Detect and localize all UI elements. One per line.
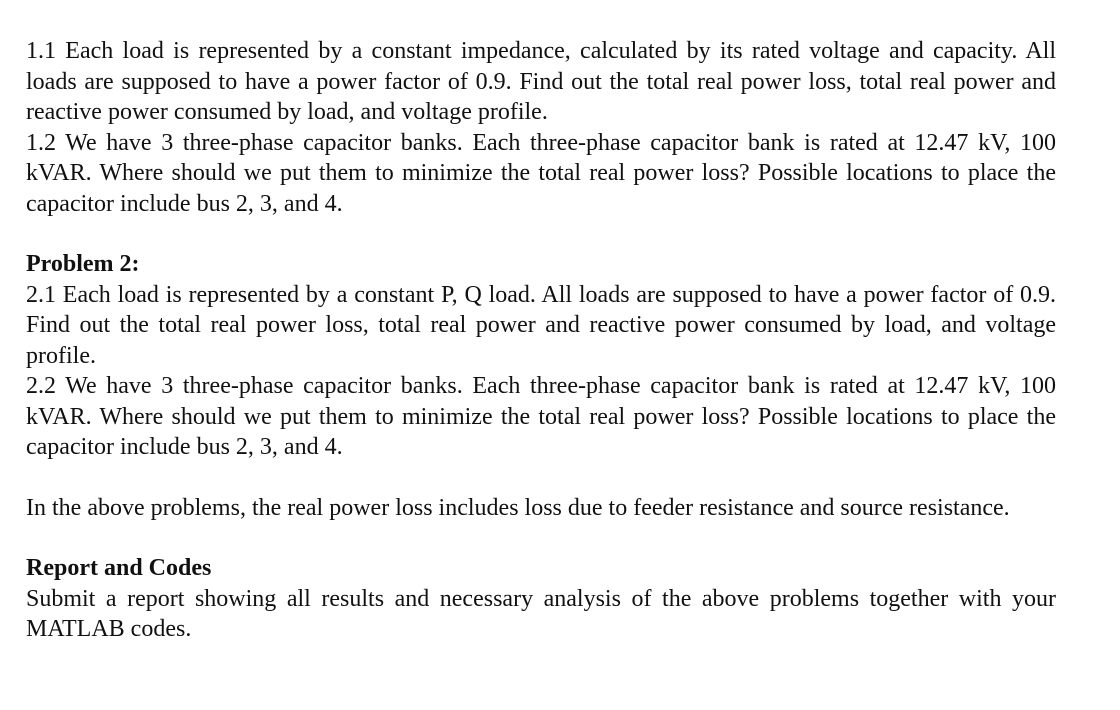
problem-2-heading: Problem 2: bbox=[26, 251, 140, 277]
spacer bbox=[26, 219, 1056, 249]
item-1-1: 1.1 Each load is represented by a constant impedance, calculated by its rated voltage and capacity. All loads are supposed to have a power factor of 0.9. Find out the total real power loss, total real power and reactive power consumed by load, and voltage profile. bbox=[26, 38, 1056, 125]
item-2-2: 2.2 We have 3 three-phase capacitor banks. Each three-phase capacitor bank is rated at 12.47 kV, 100 kVAR. Where should we put them to minimize the total real power loss? Possible locations to place the capacitor include bus 2, 3, and 4. bbox=[26, 373, 1056, 460]
report-heading: Report and Codes bbox=[26, 555, 212, 581]
document-body bbox=[26, 36, 1056, 645]
item-2-1: 2.1 Each load is represented by a constant P, Q load. All loads are supposed to have a power factor of 0.9. Find out the total real power loss, total real power and reactive power consumed by load, and voltage profile. bbox=[26, 281, 1056, 369]
loss-note: In the above problems, the real power loss includes loss due to feeder resistance and source resistance. bbox=[26, 494, 1010, 521]
report-body: Submit a report showing all results and necessary analysis of the above problems together with your MATLAB codes. bbox=[26, 585, 1056, 642]
spacer bbox=[26, 523, 1056, 553]
item-1-2: 1.2 We have 3 three-phase capacitor banks. Each three-phase capacitor bank is rated at 12.47 kV, 100 kVAR. Where should we put them to minimize the total real power loss? Possible locations to place the capacitor include bus 2, 3, and 4. bbox=[26, 129, 1056, 217]
spacer bbox=[26, 463, 1056, 493]
